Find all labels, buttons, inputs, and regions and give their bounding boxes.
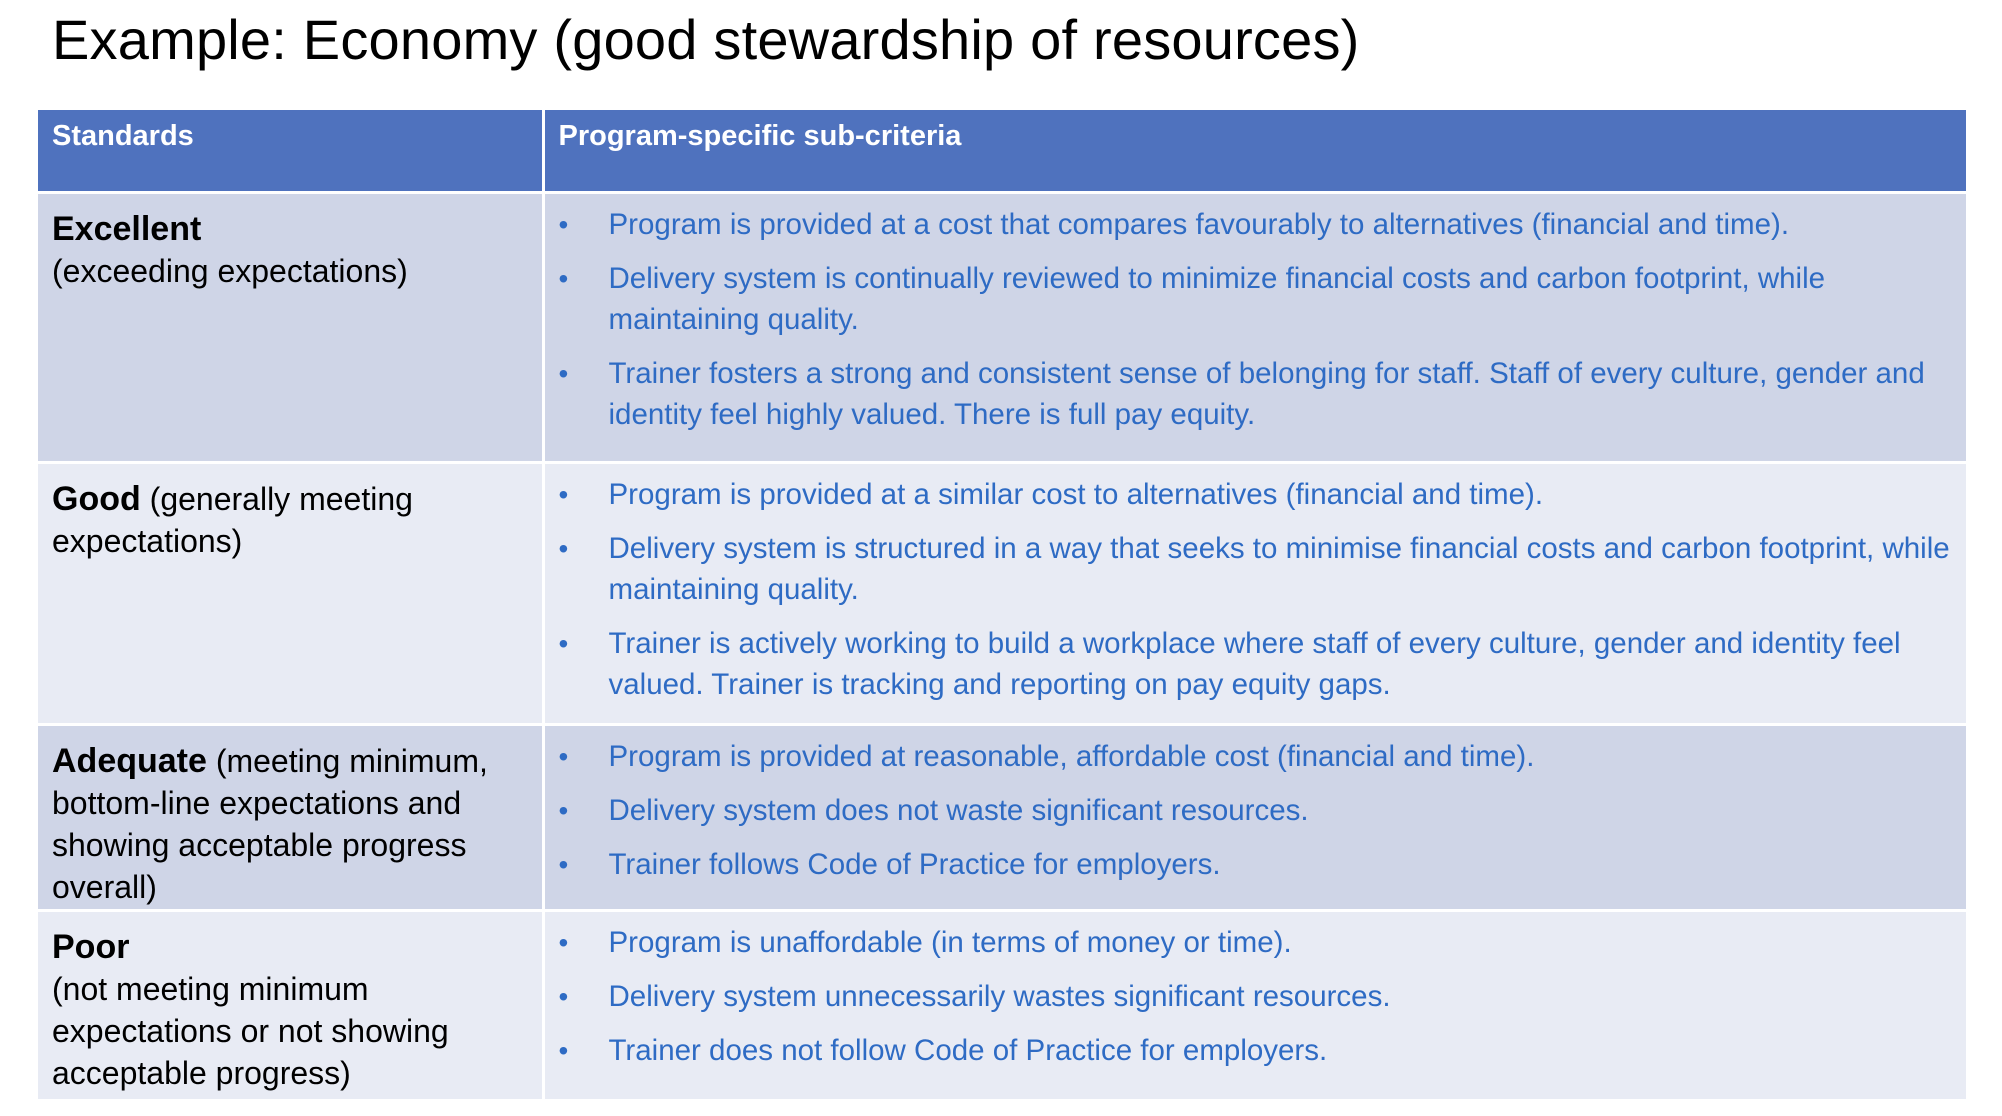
standard-cell <box>38 910 543 1100</box>
bullet-icon: • <box>558 794 569 826</box>
standard-description: (generally meeting expectations) <box>52 480 413 559</box>
bullet-icon: • <box>558 478 569 510</box>
standard-name: Adequate <box>52 741 207 780</box>
standard-description: (meeting minimum, bottom-line expectations and showing acceptable progress overall) <box>52 742 488 905</box>
standard-description: (exceeding expectations) <box>52 252 408 289</box>
standard-description: (not meeting minimum expectations or not showing acceptable progress) <box>52 970 449 1091</box>
header-standards: Standards <box>38 110 543 192</box>
standard-cell <box>38 192 543 462</box>
bullet-icon: • <box>558 926 569 958</box>
standard-cell <box>38 724 543 910</box>
bullet-icon: • <box>558 262 569 294</box>
bullet-icon: • <box>558 208 569 240</box>
criteria-cell <box>543 724 1966 910</box>
slide-title: Example: Economy (good stewardship of resources) <box>52 8 1360 71</box>
criteria-item: • Delivery system is continually reviewed to minimize financial costs and carbon footprint, while maintaining quality. <box>559 258 1953 340</box>
standard-cell <box>38 462 543 724</box>
bullet-icon: • <box>558 532 569 564</box>
criteria-item: • Trainer does not follow Code of Practice for employers. <box>559 1030 1953 1071</box>
criteria-item: • Trainer fosters a strong and consistent sense of belonging for staff. Staff of every culture, gender and identity feel highly valued. There is full pay equity. <box>559 353 1953 435</box>
criteria-list <box>559 736 1953 885</box>
table-row-good <box>38 462 1966 724</box>
criteria-list <box>559 474 1953 705</box>
table-row-adequate <box>38 724 1966 910</box>
criteria-item: • Trainer is actively working to build a workplace where staff of every culture, gender and identity feel valued. Trainer is tracking and reporting on pay equity gaps. <box>559 623 1953 705</box>
criteria-item: • Program is provided at a similar cost to alternatives (financial and time). <box>559 474 1953 515</box>
table-header-row <box>38 110 1966 192</box>
criteria-item: • Delivery system does not waste significant resources. <box>559 790 1953 831</box>
criteria-list <box>559 204 1953 435</box>
bullet-icon: • <box>558 848 569 880</box>
standard-name: Poor <box>52 927 130 966</box>
header-sub-criteria: Program-specific sub-criteria <box>543 110 1966 192</box>
criteria-item: • Delivery system is structured in a way that seeks to minimise financial costs and carbon footprint, while maintaining quality. <box>559 528 1953 610</box>
bullet-icon: • <box>558 627 569 659</box>
criteria-item: • Trainer follows Code of Practice for employers. <box>559 844 1953 885</box>
standard-name: Good <box>52 479 141 518</box>
criteria-item: • Program is provided at reasonable, affordable cost (financial and time). <box>559 736 1953 777</box>
rubric-table <box>38 110 1966 1102</box>
criteria-cell <box>543 192 1966 462</box>
bullet-icon: • <box>558 357 569 389</box>
bullet-icon: • <box>558 740 569 772</box>
table-row-excellent <box>38 192 1966 462</box>
table-row-poor <box>38 910 1966 1100</box>
criteria-item: • Program is provided at a cost that compares favourably to alternatives (financial and time). <box>559 204 1953 245</box>
bullet-icon: • <box>558 1034 569 1066</box>
criteria-cell <box>543 910 1966 1100</box>
criteria-item: • Program is unaffordable (in terms of money or time). <box>559 922 1953 963</box>
criteria-list <box>559 922 1953 1071</box>
criteria-item: • Delivery system unnecessarily wastes significant resources. <box>559 976 1953 1017</box>
bullet-icon: • <box>558 980 569 1012</box>
standard-name: Excellent <box>52 209 202 248</box>
criteria-cell <box>543 462 1966 724</box>
